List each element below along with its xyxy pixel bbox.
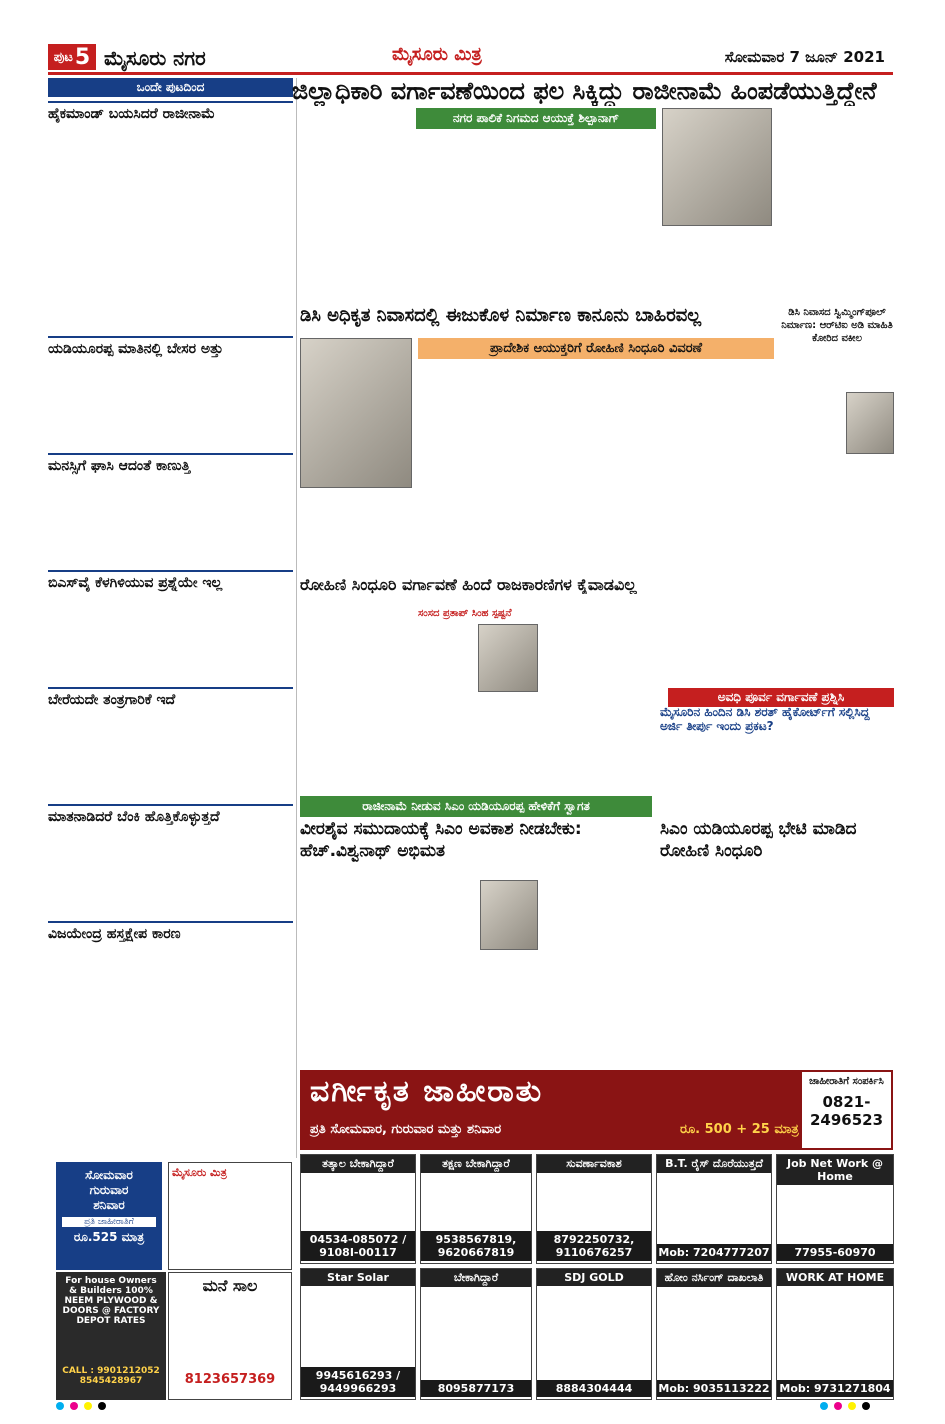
column-divider <box>296 78 297 1158</box>
classified-ad-title: Job Net Work @ Home <box>777 1155 893 1185</box>
classified-ad-phone: 8792250732, 9110676257 <box>537 1231 651 1261</box>
classified-ad <box>300 1154 416 1264</box>
contact-phone: 0821-2496523 <box>809 1093 884 1129</box>
days-ad-day-2: ಗುರುವಾರ <box>89 1183 129 1197</box>
story3-body-col1 <box>300 600 412 790</box>
story2-body-col2 <box>418 362 530 570</box>
brand-notice-ad <box>168 1162 292 1270</box>
left-column <box>48 78 293 1048</box>
days-ad-day-1: ಸೋಮವಾರ <box>85 1168 133 1182</box>
classified-ad <box>776 1154 894 1264</box>
left-story-body <box>48 708 293 800</box>
classified-ad-title: ಬೇಕಾಗಿದ್ದಾರೆ <box>421 1269 531 1287</box>
left-story-title: ಮನಸ್ಸಿಗೆ ಘಾಸಿ ಆದಂತೆ ಕಾಣುತ್ತಿ <box>48 453 293 474</box>
house-loan-title: ಮನೆ ಸಾಲ <box>202 1276 258 1295</box>
left-story-body <box>48 474 293 566</box>
story5-body-col3 <box>536 872 654 1062</box>
classified-days: ಪ್ರತಿ ಸೋಮವಾರ, ಗುರುವಾರ ಮತ್ತು ಶನಿವಾರ <box>310 1122 502 1137</box>
print-colorbar-left <box>56 1402 106 1412</box>
classified-title: ವರ್ಗೀಕೃತ ಜಾಹೀರಾತು <box>310 1074 544 1109</box>
sidebar-title: ಡಿಸಿ ನಿವಾಸದ ಸ್ವಿಮ್ಮಿಂಗ್‌ಪೂಲ್ ನಿರ್ಮಾಣ: ಆರ್‌ಟಿಐ ಅಡಿ ಮಾಹಿತಿ ಕೋರಿದ ವಕೀಲ <box>781 307 893 344</box>
lead-body-col1 <box>300 108 412 298</box>
story2-body-col3 <box>536 362 654 570</box>
left-story-title: ಬಿಎಸ್‌ವೈ ಕೆಳಗಿಳಿಯುವ ಪ್ರಶ್ನೆಯೇ ಇಲ್ಲ <box>48 570 293 591</box>
classified-ad-title: ಹೋಂ ನರ್ಸಿಂಗ್ ದಾಖಲಾತಿ <box>657 1269 771 1287</box>
issue-date: ಸೋಮವಾರ 7 ಜೂನ್ 2021 <box>724 48 885 66</box>
left-story-title: ವಿಜಯೇಂದ್ರ ಹಸ್ತಕ್ಷೇಪ ಕಾರಣ <box>48 921 293 942</box>
classified-ad <box>656 1154 772 1264</box>
dc-photo <box>300 338 412 488</box>
story5-body-col1 <box>300 872 412 1062</box>
classified-ad <box>300 1268 416 1400</box>
plywood-phone: CALL : 9901212052 8545428967 <box>62 1366 160 1386</box>
newspaper-brand: ಮೈಸೂರು ಮಿತ್ರ <box>392 44 482 65</box>
left-column-banner: ಒಂದೇ ಪುಟದಿಂದ <box>48 78 293 97</box>
days-ad-day-3: ಶನಿವಾರ <box>93 1198 125 1212</box>
left-story <box>48 570 293 683</box>
left-story <box>48 336 293 449</box>
story3-byline: ಸಂಸದ ಪ್ರತಾಪ್ ಸಿಂಹ ಸ್ಪಷ್ಟನೆ <box>418 608 512 619</box>
left-story-body <box>48 591 293 683</box>
story3-body-col3 <box>418 696 530 790</box>
left-story-body <box>48 357 293 449</box>
left-story-body <box>48 825 293 917</box>
left-story <box>48 804 293 917</box>
left-story <box>48 687 293 800</box>
left-story-title: ಹೈಕಮಾಂಡ್ ಬಯಸಿದರೆ ರಾಜೀನಾಮೆ <box>48 101 293 122</box>
print-colorbar-right <box>820 1402 870 1412</box>
page-number-badge <box>48 44 96 70</box>
story4-kicker: ಅವಧಿ ಪೂರ್ವ ವರ್ಗಾವಣೆ ಪ್ರಶ್ನಿಸಿ <box>668 688 894 707</box>
story2-headline: ಡಿಸಿ ಅಧಿಕೃತ ನಿವಾಸದಲ್ಲಿ ಈಜುಕೊಳ ನಿರ್ಮಾಣ ಕಾನೂನು ಬಾಹಿರವಲ್ಲ <box>300 306 702 326</box>
classified-ad-title: Star Solar <box>301 1269 415 1286</box>
vishwanath-photo <box>480 880 538 950</box>
story4-headline: ಮೈಸೂರಿನ ಹಿಂದಿನ ಡಿಸಿ ಶರತ್ ಹೈಕೋರ್ಟ್‌ಗೆ ಸಲ್ಲಿಸಿದ್ದ ಅರ್ಜಿ ತೀರ್ಪು ಇಂದು ಪ್ರಕಟ? <box>660 705 870 733</box>
sidebar-body-col2 <box>780 460 894 678</box>
left-story-title: ಬೇರೆಯದೇ ತಂತ್ರಗಾರಿಕೆ ಇದೆ <box>48 687 293 708</box>
lead-body-col4 <box>662 228 772 298</box>
story2-body-col4 <box>660 362 772 570</box>
story3-headline: ರೋಹಿಣಿ ಸಿಂಧೂರಿ ವರ್ಗಾವಣೆ ಹಿಂದೆ ರಾಜಕಾರಣಿಗಳ ಕೈವಾಡವಿಲ್ಲ <box>300 576 637 594</box>
sidebar-body-col1 <box>780 356 840 456</box>
story5-body-col2 <box>418 872 476 1062</box>
classified-ad-phone: 8884304444 <box>537 1380 651 1397</box>
classified-ad <box>536 1154 652 1264</box>
classified-ad-phone: 9538567819, 9620667819 <box>421 1231 531 1261</box>
classified-ad-title: ತಕ್ಷಣ ಬೇಕಾಗಿದ್ದಾರೆ <box>421 1155 531 1173</box>
story2-body-col1 <box>300 492 412 570</box>
days-ad-box <box>56 1162 162 1270</box>
classified-ad <box>536 1268 652 1400</box>
left-story <box>48 101 293 332</box>
classified-ad-title: ಸುವರ್ಣಾವಕಾಶ <box>537 1155 651 1173</box>
mp-photo <box>478 624 538 692</box>
section-title: ಮೈಸೂರು ನಗರ <box>104 46 206 70</box>
lead-body-col3 <box>536 132 654 298</box>
story5-headline: ವೀರಶೈವ ಸಮುದಾಯಕ್ಕೆ ಸಿಎಂ ಅವಕಾಶ ನೀಡಬೇಕು: ಹೆಚ್.ವಿಶ್ವನಾಥ್ ಅಭಿಮತ <box>300 819 582 862</box>
classified-ad-phone: Mob: 9731271804 <box>777 1380 893 1397</box>
classified-ad-title: B.T. ರೈಸ್ ದೊರೆಯುತ್ತದೆ <box>657 1155 771 1173</box>
lawyer-photo <box>846 392 894 454</box>
classified-ad-title: WORK AT HOME <box>777 1269 893 1286</box>
house-loan-ad <box>168 1272 292 1400</box>
story5-kicker: ರಾಜೀನಾಮೆ ನೀಡುವ ಸಿಎಂ ಯಡಿಯೂರಪ್ಪ ಹೇಳಿಕೆಗೆ ಸ್ವಾಗತ <box>300 796 652 817</box>
masthead-rule <box>48 72 893 75</box>
classified-price: ರೂ. 500 + 25 ಮಾತ್ರ <box>680 1122 799 1137</box>
left-story <box>48 453 293 566</box>
days-ad-price: ರೂ.525 ಮಾತ್ರ <box>73 1230 145 1244</box>
story3-body-col5 <box>660 600 772 690</box>
story6-headline: ಸಿಎಂ ಯಡಿಯೂರಪ್ಪ ಭೇಟಿ ಮಾಡಿದ ರೋಹಿಣಿ ಸಿಂಧೂರಿ <box>660 819 857 862</box>
contact-label: ಜಾಹೀರಾತಿಗೆ ಸಂಪರ್ಕಿಸಿ <box>809 1076 884 1087</box>
left-story-body <box>48 122 293 332</box>
plywood-text: For house Owners & Builders 100% NEEM PLYWOOD & DOORS @ FACTORY DEPOT RATES <box>62 1276 160 1326</box>
classified-ad-phone: 8095877173 <box>421 1380 531 1397</box>
classified-ad-phone: Mob: 7204777207 <box>658 1246 770 1259</box>
story3-body-col4 <box>536 600 654 790</box>
lead-body-col5 <box>778 108 894 298</box>
lead-body-col2 <box>418 132 530 298</box>
lead-subhead: ನಗರ ಪಾಲಿಕೆ ನಿಗಮದ ಆಯುಕ್ತೆ ಶಿಲ್ಪಾನಾಗ್ <box>416 108 656 129</box>
classified-ad-phone: 04534-085072 / 9108I-00117 <box>301 1231 415 1261</box>
left-story <box>48 921 293 1034</box>
left-story-body <box>48 942 293 1034</box>
classified-ad-phone: 77955-60970 <box>777 1244 893 1261</box>
left-story-title: ಮಾತನಾಡಿದರೆ ಬೆಂಕಿ ಹೊತ್ತಿಕೊಳ್ಳುತ್ತದೆ <box>48 804 293 825</box>
brand-notice-title: ಮೈಸೂರು ಮಿತ್ರ <box>172 1166 227 1179</box>
page-number: 5 <box>74 44 91 70</box>
story6-body <box>660 872 894 1062</box>
classified-contact <box>800 1070 893 1150</box>
plywood-ad <box>56 1272 166 1400</box>
classified-ad-phone: Mob: 9035113222 <box>658 1382 770 1395</box>
lead-headline: ಜಿಲ್ಲಾಧಿಕಾರಿ ವರ್ಗಾವಣೆಯಿಂದ ಫಲ ಸಿಕ್ಕಿದ್ದು ರಾಜೀನಾಮೆ ಹಿಂಪಡೆಯುತ್ತಿದ್ದೇನೆ <box>292 78 877 105</box>
story4-body <box>660 744 894 804</box>
classified-ad <box>420 1154 532 1264</box>
classified-ad-title: SDJ GOLD <box>537 1269 651 1286</box>
classified-ad <box>656 1268 772 1400</box>
classified-ad <box>420 1268 532 1400</box>
story2-subhead: ಪ್ರಾದೇಶಿಕ ಆಯುಕ್ತರಿಗೆ ರೋಹಿಣಿ ಸಿಂಧೂರಿ ವಿವರಣೆ <box>418 338 774 359</box>
left-story-title: ಯಡಿಯೂರಪ್ಪ ಮಾತಿನಲ್ಲಿ ಬೇಸರ ಅತ್ತು <box>48 336 293 357</box>
page-label: ಪುಟ <box>53 49 73 65</box>
story3-body-col2 <box>418 624 474 694</box>
days-ad-price-label: ಪ್ರತಿ ಜಾಹೀರಾತಿಗೆ <box>62 1217 156 1227</box>
classified-ad-title: ತತ್ಕಾಲ ಬೇಕಾಗಿದ್ದಾರೆ <box>301 1155 415 1173</box>
classified-ad-phone: 9945616293 / 9449966293 <box>301 1367 415 1397</box>
house-loan-phone: 8123657369 <box>184 1372 276 1387</box>
official-photo <box>662 108 772 226</box>
classified-ad <box>776 1268 894 1400</box>
